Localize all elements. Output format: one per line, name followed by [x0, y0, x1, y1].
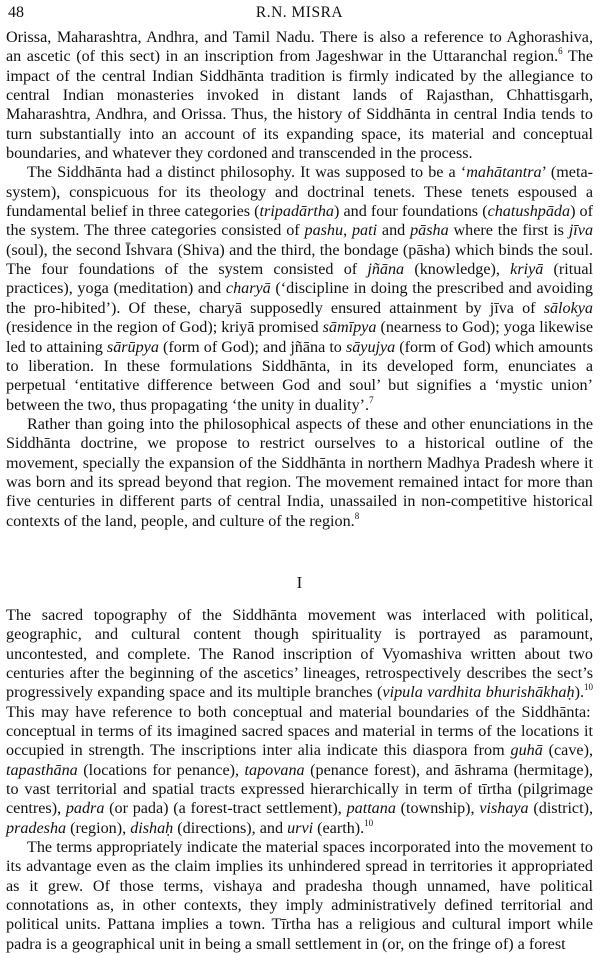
footnote-ref-10: 10	[364, 817, 374, 828]
paragraph-3: Rather than going into the philosophical aspects of these and other enunciations in the Siddhānta doctrine, we propose to restrict ourselves to a historical outline of the movement, specially the expansion of the Siddhānta in northern Madhya Pradesh where it was born and its spread beyond that region. The movement remained intact for more than five centuries in different parts of central India, unassailed in non-competitive historical contexts of the land, people, and culture of the region.$^8$	[6, 415, 593, 530]
running-title: R.N. MISRA	[255, 4, 344, 21]
paragraph-1: Orissa, Maharashtra, Andhra, and Tamil Nadu. There is also a reference to Aghorashiva, an ascetic (of this sect) in an inscription from Jageshwar in the Uttaranchal region.$^6$ The impact of the central Indian Siddhānta tradition is firmly indicated by the allegiance to central Indian monasteries invoked in distant lands of Rajasthan, Chhattisgarh, Maharashtra, Andhra, and Orissa. Thus, the history of Siddhānta in central India tends to turn substantially into an account of its expanding space, its material and conceptual boundaries, and whatever they cordoned and transcended in the process.	[6, 29, 593, 163]
footnote-ref-6: 6	[558, 46, 563, 57]
footnote-ref-9: 10	[584, 682, 593, 693]
section-heading: I	[296, 572, 303, 592]
paragraph-5: The terms appropriately indicate the material spaces incorporated into the movement to its advantage even as the claim implies its unhindered spread in territories it appropriated as it grew. Of those terms, vishaya and pradesha though unnamed, have political connotations as, in other contexts, they imply administratively defined territorial and political units. Pattana implies a town. Tīrtha has a religious and cultural import while padra is a geographical unit in being a small settlement in (or, on the fringe of) a forest	[6, 839, 593, 953]
paragraph-2: The Siddhānta had a distinct philosophy. It was supposed to be a ‘mahātantra’ (meta-system), conspicuous for its theology and doctrinal tenets. These tenets espoused a fundamental belief in three categories (tripadārtha) and four foundations (chatushpāda) of the system. The three categories consisted of pashu, pati and pāsha where the first is jīva (soul), the second Īshvara (Shiva) and the third, the bondage (pāsha) which binds the soul. The four foundations of the system consisted of jñāna (knowledge), kriyā (ritual practices), yoga (meditation) and charyā (‘discipline in doing the prescribed and avoiding the pro-hibited’). Of these, charyā supposedly ensured attainment by jīva of sālokya (residence in the region of God); kriyā promised sāmīpya (nearness to God); yoga likewise led to attaining sārūpya (form of God); and jñāna to sāyujya (form of God) which amounts to liberation. In these formulations Siddhānta, in its developed form, enunciates a perpetual ‘entitative difference between God and soul’ but signifies a ‘mystic union’ between the two, thus propagating ‘the unity in duality’.$^7$	[6, 164, 594, 414]
footnote-ref-7: 7	[369, 394, 374, 405]
footnote-ref-8: 8	[354, 510, 360, 521]
running-head	[6, 2, 593, 28]
page-number: 48	[8, 4, 24, 21]
paragraph-4: The sacred topography of the Siddhānta movement was interlaced with political, geographic, and cultural content though spirituality is portrayed as paramount, uncontested, and complete. The Ranod inscription of Vyomashiva written about two centuries after the beginning of the ascetics’ lineages, retrospectively describes the sect’s progressively expanding space and its multiple branches (vipula vardhita bhurishākhaḥ).$^{10}$ This may have reference to both conceptual and material boundaries of the Siddhānta: conceptual in terms of its imagined sacred spaces and material in terms of the locations it occupied in strength. The inscriptions inter alia indicate this diaspora from guhā (cave), tapasthāna (locations for penance), tapovana (penance forest), and āshrama (hermitage), to vast territorial and spatial tracts expressed hierarchically in term of tīrtha (pilgrimage centres), padra (or pada) (a forest-tract settlement), pattana (township), vishaya (district), pradesha (region), dishaḥ (directions), and urvi (earth).$^{10}$	[6, 606, 593, 837]
